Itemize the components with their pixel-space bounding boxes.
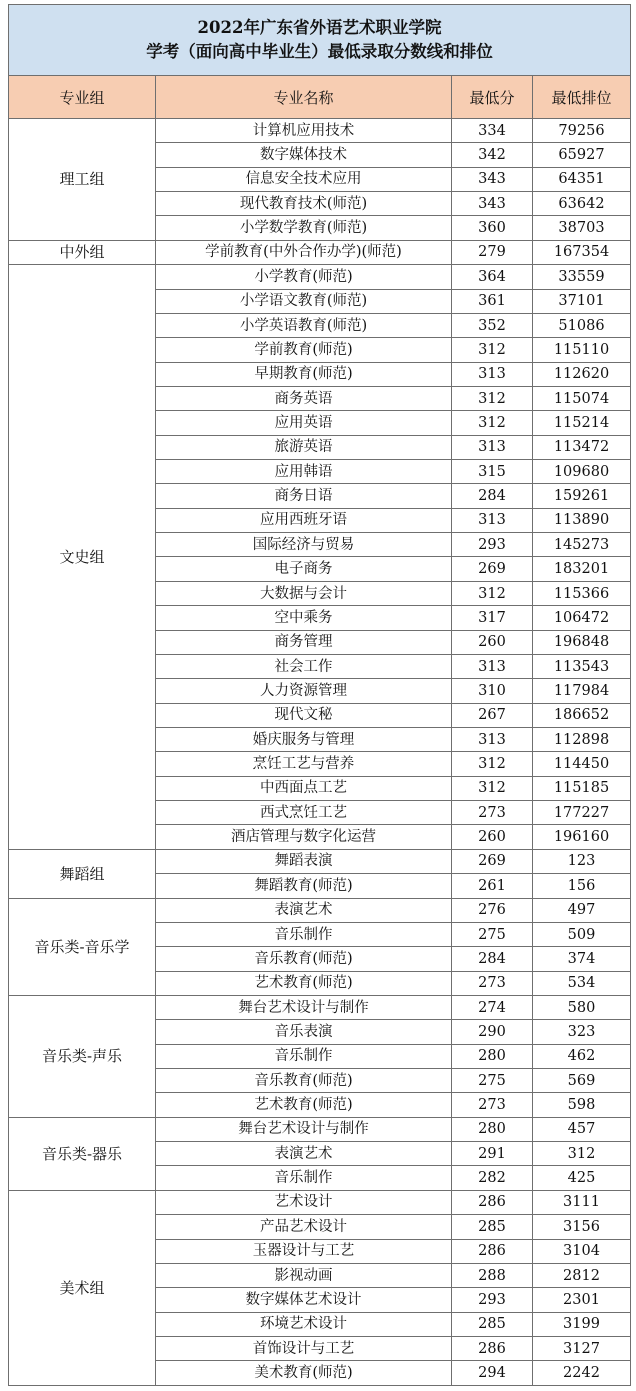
min-rank-cell: 3111 <box>533 1190 631 1214</box>
major-cell: 小学数学教育(师范) <box>156 216 452 240</box>
min-score-cell: 312 <box>452 776 533 800</box>
major-cell: 西式烹饪工艺 <box>156 801 452 825</box>
min-rank-cell: 462 <box>533 1044 631 1068</box>
major-cell: 人力资源管理 <box>156 679 452 703</box>
min-rank-cell: 117984 <box>533 679 631 703</box>
major-cell: 舞蹈表演 <box>156 849 452 873</box>
min-score-cell: 343 <box>452 192 533 216</box>
min-rank-cell: 3127 <box>533 1336 631 1360</box>
major-cell: 舞蹈教育(师范) <box>156 874 452 898</box>
major-cell: 酒店管理与数字化运营 <box>156 825 452 849</box>
min-rank-cell: 2812 <box>533 1263 631 1287</box>
major-cell: 环境艺术设计 <box>156 1312 452 1336</box>
min-score-cell: 267 <box>452 703 533 727</box>
min-rank-cell: 374 <box>533 947 631 971</box>
min-score-cell: 273 <box>452 801 533 825</box>
group-cell: 理工组 <box>9 119 156 241</box>
min-rank-cell: 145273 <box>533 533 631 557</box>
table-row <box>9 240 631 264</box>
major-cell: 产品艺术设计 <box>156 1215 452 1239</box>
min-rank-cell: 63642 <box>533 192 631 216</box>
min-rank-cell: 425 <box>533 1166 631 1190</box>
major-cell: 音乐教育(师范) <box>156 1069 452 1093</box>
group-cell: 音乐类-器乐 <box>9 1117 156 1190</box>
min-rank-cell: 580 <box>533 995 631 1019</box>
min-score-cell: 284 <box>452 947 533 971</box>
min-score-cell: 312 <box>452 411 533 435</box>
min-score-cell: 291 <box>452 1142 533 1166</box>
min-score-cell: 274 <box>452 995 533 1019</box>
min-score-cell: 285 <box>452 1312 533 1336</box>
major-cell: 数字媒体艺术设计 <box>156 1288 452 1312</box>
major-cell: 音乐制作 <box>156 922 452 946</box>
major-cell: 应用西班牙语 <box>156 508 452 532</box>
admission-score-table <box>8 4 631 1386</box>
min-rank-cell: 156 <box>533 874 631 898</box>
min-score-cell: 284 <box>452 484 533 508</box>
major-cell: 数字媒体技术 <box>156 143 452 167</box>
min-score-cell: 334 <box>452 119 533 143</box>
major-cell: 舞台艺术设计与制作 <box>156 1117 452 1141</box>
major-cell: 国际经济与贸易 <box>156 533 452 557</box>
min-score-cell: 313 <box>452 362 533 386</box>
major-cell: 应用韩语 <box>156 460 452 484</box>
min-rank-cell: 115074 <box>533 386 631 410</box>
min-score-cell: 275 <box>452 1069 533 1093</box>
major-cell: 首饰设计与工艺 <box>156 1336 452 1360</box>
major-cell: 婚庆服务与管理 <box>156 727 452 751</box>
min-score-cell: 286 <box>452 1239 533 1263</box>
min-rank-cell: 457 <box>533 1117 631 1141</box>
min-score-cell: 273 <box>452 1093 533 1117</box>
min-score-cell: 280 <box>452 1044 533 1068</box>
min-score-cell: 273 <box>452 971 533 995</box>
major-cell: 小学语文教育(师范) <box>156 289 452 313</box>
min-rank-cell: 112898 <box>533 727 631 751</box>
table-row <box>9 995 631 1019</box>
min-rank-cell: 115110 <box>533 338 631 362</box>
min-score-cell: 294 <box>452 1361 533 1385</box>
group-cell: 文史组 <box>9 265 156 850</box>
major-cell: 音乐教育(师范) <box>156 947 452 971</box>
min-rank-cell: 113890 <box>533 508 631 532</box>
group-cell: 舞蹈组 <box>9 849 156 898</box>
major-cell: 中西面点工艺 <box>156 776 452 800</box>
min-rank-cell: 312 <box>533 1142 631 1166</box>
min-rank-cell: 112620 <box>533 362 631 386</box>
min-rank-cell: 114450 <box>533 752 631 776</box>
major-cell: 小学教育(师范) <box>156 265 452 289</box>
min-score-cell: 310 <box>452 679 533 703</box>
major-cell: 表演艺术 <box>156 1142 452 1166</box>
major-cell: 信息安全技术应用 <box>156 167 452 191</box>
min-score-cell: 279 <box>452 240 533 264</box>
min-score-cell: 364 <box>452 265 533 289</box>
major-cell: 社会工作 <box>156 654 452 678</box>
min-rank-cell: 183201 <box>533 557 631 581</box>
min-score-cell: 312 <box>452 386 533 410</box>
min-rank-cell: 497 <box>533 898 631 922</box>
min-rank-cell: 79256 <box>533 119 631 143</box>
table-row <box>9 898 631 922</box>
major-cell: 舞台艺术设计与制作 <box>156 995 452 1019</box>
min-score-cell: 312 <box>452 338 533 362</box>
major-cell: 电子商务 <box>156 557 452 581</box>
major-cell: 艺术设计 <box>156 1190 452 1214</box>
min-score-cell: 286 <box>452 1336 533 1360</box>
table-body <box>9 119 631 1386</box>
table-row <box>9 1117 631 1141</box>
major-cell: 空中乘务 <box>156 606 452 630</box>
min-score-cell: 313 <box>452 435 533 459</box>
min-score-cell: 261 <box>452 874 533 898</box>
min-score-cell: 286 <box>452 1190 533 1214</box>
min-score-cell: 269 <box>452 557 533 581</box>
major-cell: 商务英语 <box>156 386 452 410</box>
group-cell: 美术组 <box>9 1190 156 1385</box>
column-header-min-rank: 最低排位 <box>533 76 631 119</box>
major-cell: 旅游英语 <box>156 435 452 459</box>
min-rank-cell: 64351 <box>533 167 631 191</box>
min-score-cell: 342 <box>452 143 533 167</box>
table-row <box>9 1190 631 1214</box>
column-header-group: 专业组 <box>9 76 156 119</box>
major-cell: 艺术教育(师范) <box>156 971 452 995</box>
min-rank-cell: 65927 <box>533 143 631 167</box>
major-cell: 早期教育(师范) <box>156 362 452 386</box>
min-score-cell: 312 <box>452 581 533 605</box>
min-score-cell: 260 <box>452 825 533 849</box>
min-rank-cell: 115214 <box>533 411 631 435</box>
min-rank-cell: 109680 <box>533 460 631 484</box>
min-score-cell: 293 <box>452 533 533 557</box>
min-score-cell: 313 <box>452 654 533 678</box>
min-score-cell: 260 <box>452 630 533 654</box>
min-score-cell: 290 <box>452 1020 533 1044</box>
min-score-cell: 315 <box>452 460 533 484</box>
column-header-row <box>9 76 631 119</box>
min-score-cell: 343 <box>452 167 533 191</box>
min-score-cell: 352 <box>452 313 533 337</box>
min-rank-cell: 159261 <box>533 484 631 508</box>
major-cell: 计算机应用技术 <box>156 119 452 143</box>
min-rank-cell: 37101 <box>533 289 631 313</box>
major-cell: 表演艺术 <box>156 898 452 922</box>
min-score-cell: 312 <box>452 752 533 776</box>
major-cell: 音乐表演 <box>156 1020 452 1044</box>
min-score-cell: 285 <box>452 1215 533 1239</box>
min-rank-cell: 167354 <box>533 240 631 264</box>
min-score-cell: 282 <box>452 1166 533 1190</box>
table-title <box>9 5 631 76</box>
min-score-cell: 361 <box>452 289 533 313</box>
major-cell: 玉器设计与工艺 <box>156 1239 452 1263</box>
min-rank-cell: 113543 <box>533 654 631 678</box>
min-rank-cell: 598 <box>533 1093 631 1117</box>
admission-table-sheet <box>8 4 630 1386</box>
major-cell: 艺术教育(师范) <box>156 1093 452 1117</box>
title-line-2: 学考（面向高中毕业生）最低录取分数线和排位 <box>146 42 493 61</box>
major-cell: 现代教育技术(师范) <box>156 192 452 216</box>
group-cell: 音乐类-声乐 <box>9 995 156 1117</box>
major-cell: 音乐制作 <box>156 1044 452 1068</box>
min-rank-cell: 186652 <box>533 703 631 727</box>
min-rank-cell: 106472 <box>533 606 631 630</box>
min-rank-cell: 509 <box>533 922 631 946</box>
min-rank-cell: 3199 <box>533 1312 631 1336</box>
min-score-cell: 317 <box>452 606 533 630</box>
min-rank-cell: 115366 <box>533 581 631 605</box>
table-row <box>9 849 631 873</box>
major-cell: 音乐制作 <box>156 1166 452 1190</box>
min-rank-cell: 123 <box>533 849 631 873</box>
major-cell: 大数据与会计 <box>156 581 452 605</box>
min-score-cell: 288 <box>452 1263 533 1287</box>
major-cell: 美术教育(师范) <box>156 1361 452 1385</box>
major-cell: 应用英语 <box>156 411 452 435</box>
major-cell: 商务日语 <box>156 484 452 508</box>
major-cell: 学前教育(师范) <box>156 338 452 362</box>
min-score-cell: 313 <box>452 508 533 532</box>
major-cell: 影视动画 <box>156 1263 452 1287</box>
group-cell: 音乐类-音乐学 <box>9 898 156 995</box>
min-score-cell: 276 <box>452 898 533 922</box>
major-cell: 学前教育(中外合作办学)(师范) <box>156 240 452 264</box>
group-cell: 中外组 <box>9 240 156 264</box>
title-line-1: 2022年广东省外语艺术职业学院 <box>197 18 442 37</box>
table-row <box>9 119 631 143</box>
min-score-cell: 280 <box>452 1117 533 1141</box>
min-score-cell: 360 <box>452 216 533 240</box>
min-score-cell: 293 <box>452 1288 533 1312</box>
column-header-min-score: 最低分 <box>452 76 533 119</box>
min-rank-cell: 196160 <box>533 825 631 849</box>
min-rank-cell: 33559 <box>533 265 631 289</box>
min-rank-cell: 38703 <box>533 216 631 240</box>
min-rank-cell: 177227 <box>533 801 631 825</box>
min-rank-cell: 569 <box>533 1069 631 1093</box>
major-cell: 现代文秘 <box>156 703 452 727</box>
min-score-cell: 313 <box>452 727 533 751</box>
major-cell: 商务管理 <box>156 630 452 654</box>
min-rank-cell: 2242 <box>533 1361 631 1385</box>
min-rank-cell: 115185 <box>533 776 631 800</box>
table-row <box>9 265 631 289</box>
min-rank-cell: 2301 <box>533 1288 631 1312</box>
min-rank-cell: 196848 <box>533 630 631 654</box>
min-rank-cell: 323 <box>533 1020 631 1044</box>
min-rank-cell: 3104 <box>533 1239 631 1263</box>
min-rank-cell: 51086 <box>533 313 631 337</box>
min-rank-cell: 534 <box>533 971 631 995</box>
min-score-cell: 269 <box>452 849 533 873</box>
column-header-major: 专业名称 <box>156 76 452 119</box>
major-cell: 烹饪工艺与营养 <box>156 752 452 776</box>
min-rank-cell: 3156 <box>533 1215 631 1239</box>
min-score-cell: 275 <box>452 922 533 946</box>
min-rank-cell: 113472 <box>533 435 631 459</box>
major-cell: 小学英语教育(师范) <box>156 313 452 337</box>
